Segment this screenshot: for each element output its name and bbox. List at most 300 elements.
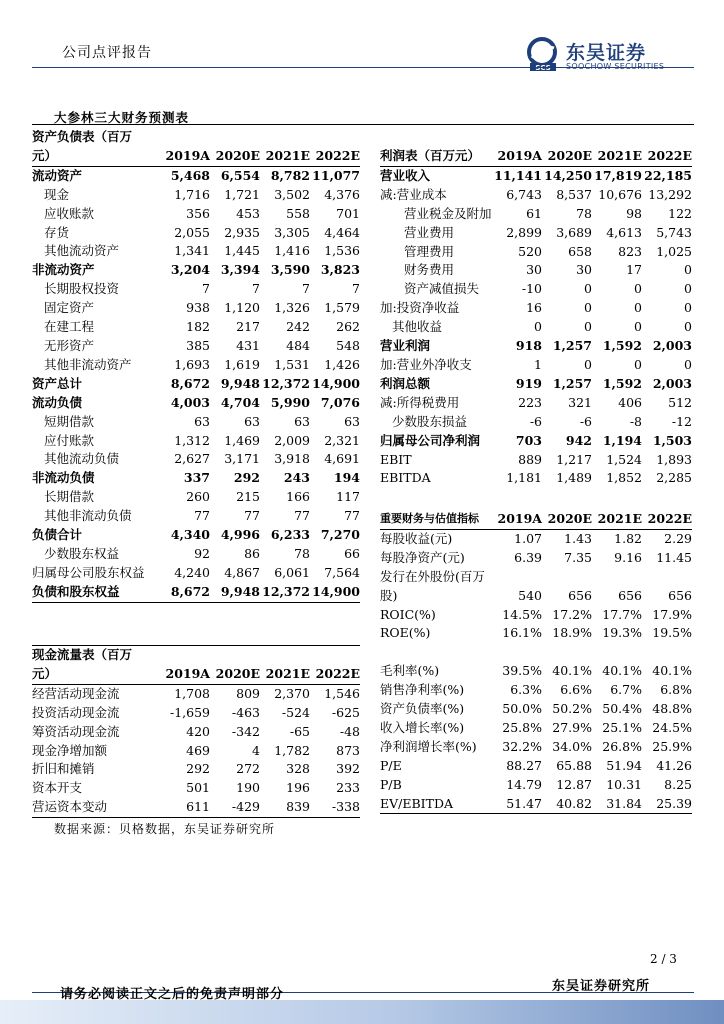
- balance-sheet-cell: 3,171: [224, 451, 260, 467]
- income-statement-row: [380, 261, 692, 280]
- balance-sheet-caption: 资产负债表（百万: [32, 129, 133, 144]
- cash-flow-cell: 420: [186, 723, 210, 739]
- balance-sheet-cell: 701: [336, 205, 360, 221]
- key-ratios-cell: 40.1%: [602, 663, 642, 679]
- income-statement-cell: 919: [515, 375, 542, 391]
- income-statement-cell: 1,257: [552, 338, 592, 354]
- balance-sheet-cell: 4,340: [170, 527, 210, 543]
- balance-sheet-cell: 1,341: [174, 243, 210, 259]
- balance-sheet-cell: 8,782: [270, 167, 310, 183]
- balance-sheet-cell: 1,445: [224, 243, 260, 259]
- key-ratios-cell: 31.84: [592, 795, 642, 814]
- cash-flow-cell: -463: [231, 704, 260, 720]
- balance-sheet-cell: 431: [236, 337, 260, 353]
- key-ratios-row: [380, 549, 692, 568]
- cash-flow-header-row: [32, 665, 360, 684]
- key-ratios-cell: 7.35: [564, 549, 592, 565]
- balance-sheet-cell: 7,076: [320, 394, 360, 410]
- balance-sheet-year-header: 2019A: [160, 147, 210, 166]
- balance-sheet-header-row: [32, 147, 360, 166]
- balance-sheet-cell: 63: [344, 413, 360, 429]
- key-ratios-cell: 1.82: [614, 530, 642, 546]
- balance-sheet-cell: 86: [244, 545, 260, 561]
- cash-flow-cell: -524: [281, 704, 310, 720]
- income-statement-row-label: 营业利润: [380, 338, 431, 354]
- balance-sheet-cell: 7: [202, 281, 210, 297]
- cash-flow-year-header: 2022E: [310, 665, 360, 684]
- balance-sheet-row: [32, 205, 360, 224]
- key-ratios-cell: 17.7%: [602, 606, 642, 622]
- balance-sheet-cell: 1,416: [274, 243, 310, 259]
- balance-sheet-cell: 548: [336, 337, 360, 353]
- cash-flow-cell: 392: [336, 761, 360, 777]
- income-statement-row-label: 资产减值损失: [404, 281, 480, 297]
- key-ratios-row-label-cont: 股): [380, 587, 398, 603]
- balance-sheet-cell: 63: [194, 413, 210, 429]
- balance-sheet-cell: 8,672: [160, 583, 210, 602]
- balance-sheet-cell: 66: [344, 545, 360, 561]
- income-statement-cell: -6: [529, 413, 542, 429]
- balance-sheet-cell: 77: [294, 508, 310, 524]
- header-rule: [32, 67, 694, 68]
- cash-flow-cell: -429: [210, 798, 260, 817]
- brand-name-en: SOOCHOW SECURITIES: [566, 62, 665, 71]
- income-statement-cell: 889: [518, 451, 542, 467]
- key-ratios-cell: 27.9%: [552, 719, 592, 735]
- cash-flow-cell: -65: [289, 723, 310, 739]
- cash-flow-cell: 873: [336, 742, 360, 758]
- key-ratios-cell: 25.39: [642, 795, 692, 814]
- income-statement-row: [380, 205, 692, 224]
- income-statement-cell: 2,899: [506, 224, 542, 240]
- cash-flow-caption-row: [32, 646, 360, 665]
- key-ratios-cell: 19.5%: [652, 625, 692, 641]
- cash-flow-cell: -625: [331, 704, 360, 720]
- balance-sheet-row-label: 固定资产: [44, 300, 95, 316]
- balance-sheet-cell: 3,394: [220, 262, 260, 278]
- income-statement-cell: 0: [584, 281, 592, 297]
- key-ratios-cell: 65.88: [556, 757, 592, 773]
- income-statement-cell: 823: [618, 243, 642, 259]
- income-statement-cell: 520: [518, 243, 542, 259]
- income-statement-cell: 22,185: [644, 167, 692, 183]
- income-statement-row: [380, 280, 692, 299]
- income-statement-row: [380, 469, 692, 488]
- balance-sheet-cell: 63: [294, 413, 310, 429]
- balance-sheet-row-label: 非流动负债: [32, 470, 95, 486]
- cash-flow-cell: 4: [252, 742, 260, 758]
- income-statement-cell: 0: [584, 319, 592, 335]
- balance-sheet-row: [32, 488, 360, 507]
- income-statement-year-header: 2020E: [542, 147, 592, 166]
- income-statement-row: [380, 166, 692, 185]
- income-statement-cell: 1,257: [552, 375, 592, 391]
- balance-sheet-cell: 3,502: [274, 186, 310, 202]
- key-ratios-table: [380, 510, 692, 814]
- income-statement-cell: 0: [584, 356, 592, 372]
- balance-sheet-cell: 8,672: [170, 375, 210, 391]
- key-ratios-cell: 9.16: [614, 549, 642, 565]
- footer-institute: 东吴证券研究所: [552, 979, 651, 994]
- income-statement-cell: 0: [684, 319, 692, 335]
- brand-mark-text: SCS: [535, 64, 551, 72]
- balance-sheet-cell: 9,948: [210, 583, 260, 602]
- balance-sheet-cell: 356: [186, 205, 210, 221]
- income-statement-row-label: EBITDA: [380, 470, 431, 486]
- key-ratios-header-row: [380, 510, 692, 529]
- cash-flow-row: [32, 760, 360, 779]
- balance-sheet-row: [32, 545, 360, 564]
- balance-sheet-cell: 4,867: [224, 564, 260, 580]
- page-number: 2 / 3: [650, 952, 677, 966]
- cash-flow-cell: 1,546: [324, 685, 360, 701]
- income-statement-row-label: 财务费用: [404, 262, 455, 278]
- cash-flow-row-label: 营运资本变动: [32, 798, 160, 817]
- title-rule: [32, 124, 694, 125]
- income-statement-cell: 918: [515, 338, 542, 354]
- cash-flow-row: [32, 723, 360, 742]
- income-statement-row-label: EBIT: [380, 451, 412, 467]
- key-ratios-cell: 6.3%: [510, 682, 542, 698]
- income-statement-cell: 78: [576, 205, 592, 221]
- key-ratios-year-header: 2022E: [642, 510, 692, 529]
- balance-sheet-cell: 1,716: [174, 186, 210, 202]
- key-ratios-cell: 32.2%: [502, 738, 542, 754]
- balance-sheet-cell: 14,900: [312, 375, 360, 391]
- balance-sheet-cell: 12,372: [262, 375, 310, 391]
- key-ratios-cell: 656: [668, 587, 692, 603]
- key-ratios-row: [380, 795, 692, 814]
- balance-sheet-cell: 7: [352, 281, 360, 297]
- cash-flow-caption: 现金流量表（百万: [32, 646, 360, 665]
- cash-flow-cell: -1,659: [169, 704, 210, 720]
- income-statement-cell: 942: [565, 432, 592, 448]
- balance-sheet-row-label: 流动负债: [32, 394, 83, 410]
- balance-sheet-cell: 2,627: [174, 451, 210, 467]
- key-ratios-row-label: 销售净利率(%): [380, 682, 465, 698]
- balance-sheet-cell: 3,823: [320, 262, 360, 278]
- balance-sheet-cell: 1,120: [224, 300, 260, 316]
- income-statement-cell: 0: [634, 356, 642, 372]
- income-statement-row-label: 少数股东损益: [392, 413, 468, 429]
- income-statement-cell: 0: [634, 300, 642, 316]
- balance-sheet-cell: 4,003: [170, 394, 210, 410]
- key-ratios-cell: 17.2%: [552, 606, 592, 622]
- key-ratios-cell: 6.6%: [560, 682, 592, 698]
- cash-flow-row-label: 现金净增加额: [32, 742, 108, 758]
- key-ratios-cell: 17.9%: [652, 606, 692, 622]
- key-ratios-cell: 1.43: [564, 530, 592, 546]
- balance-sheet-caption: 元）: [32, 147, 160, 166]
- balance-sheet-row: [32, 299, 360, 318]
- cash-flow-row-label: 投资活动现金流: [32, 704, 120, 720]
- key-ratios-row-label: 毛利率(%): [380, 663, 440, 679]
- key-ratios-cell: 16.1%: [502, 625, 542, 641]
- balance-sheet-row-label: 应付账款: [44, 432, 95, 448]
- balance-sheet-row-label: 其他非流动资产: [44, 356, 132, 372]
- income-statement-cell: 3,689: [556, 224, 592, 240]
- data-source-note: 数据来源：贝格数据，东吴证券研究所: [54, 822, 276, 836]
- key-ratios-row: [380, 529, 692, 548]
- balance-sheet-cell: 337: [183, 470, 210, 486]
- income-statement-cell: 0: [634, 319, 642, 335]
- income-statement-cell: 1,025: [656, 243, 692, 259]
- cash-flow-cell: 1,782: [274, 742, 310, 758]
- cash-flow-row-label: 筹资活动现金流: [32, 723, 120, 739]
- income-statement-cell: 4,613: [606, 224, 642, 240]
- income-statement-cell: 10,676: [598, 186, 642, 202]
- balance-sheet-row: [32, 356, 360, 375]
- balance-sheet-caption-row: [32, 128, 360, 147]
- income-statement-row-label: 其他收益: [392, 319, 443, 335]
- page-title: 大参林三大财务预测表: [54, 110, 190, 125]
- balance-sheet-year-header: 2020E: [210, 147, 260, 166]
- balance-sheet-cell: 260: [186, 489, 210, 505]
- income-statement-year-header: 2022E: [642, 147, 692, 166]
- balance-sheet-row-label: 应收账款: [44, 205, 95, 221]
- income-statement-row-label: 营业收入: [380, 167, 431, 183]
- cash-flow-cell: 1,708: [174, 685, 210, 701]
- income-statement-row-label: 管理费用: [404, 243, 455, 259]
- balance-sheet-cell: 5,468: [170, 167, 210, 183]
- balance-sheet-cell: 4,240: [174, 564, 210, 580]
- key-ratios-cell: 656: [568, 587, 592, 603]
- income-statement-cell: 0: [684, 281, 692, 297]
- cash-flow-cell: 190: [236, 780, 260, 796]
- balance-sheet-cell: 242: [286, 319, 310, 335]
- balance-sheet-cell: 1,619: [224, 356, 260, 372]
- balance-sheet-row-label: 无形资产: [44, 337, 95, 353]
- income-statement-cell: -12: [671, 413, 692, 429]
- balance-sheet-cell: 1,469: [224, 432, 260, 448]
- key-ratios-row: [380, 606, 692, 625]
- income-statement-cell: 2,003: [652, 338, 692, 354]
- balance-sheet-cell: 4,996: [220, 527, 260, 543]
- income-statement-caption: 利润表（百万元）: [380, 147, 492, 166]
- balance-sheet-row: [32, 166, 360, 185]
- balance-sheet-row: [32, 280, 360, 299]
- cash-flow-table: [32, 645, 360, 818]
- balance-sheet-row: [32, 583, 360, 602]
- balance-sheet-cell: 484: [286, 337, 310, 353]
- income-statement-cell: -8: [629, 413, 642, 429]
- balance-sheet-cell: 78: [294, 545, 310, 561]
- cash-flow-cell: 196: [286, 780, 310, 796]
- income-statement-cell: 11,141: [494, 167, 542, 183]
- balance-sheet-row-label: 长期借款: [44, 489, 95, 505]
- balance-sheet-cell: 3,590: [270, 262, 310, 278]
- key-ratios-row-label: 每股净资产(元): [380, 549, 465, 565]
- balance-sheet-cell: 1,426: [324, 356, 360, 372]
- income-statement-row-label: 减:营业成本: [380, 186, 447, 202]
- spacer-row: [380, 643, 692, 662]
- balance-sheet-row: [32, 450, 360, 469]
- income-statement-cell: -6: [579, 413, 592, 429]
- key-ratios-cell: 12.87: [556, 776, 592, 792]
- balance-sheet-cell: 7,564: [324, 564, 360, 580]
- balance-sheet-cell: 1,579: [324, 300, 360, 316]
- income-statement-cell: 14,250: [544, 167, 592, 183]
- balance-sheet-cell: 77: [344, 508, 360, 524]
- balance-sheet-table: [32, 128, 360, 603]
- key-ratios-row-label: ROE(%): [380, 625, 431, 641]
- balance-sheet-cell: 166: [286, 489, 310, 505]
- key-ratios-year-header: 2019A: [492, 510, 542, 529]
- balance-sheet-cell: 2,935: [224, 224, 260, 240]
- key-ratios-row-label: P/B: [380, 776, 402, 792]
- balance-sheet-row: [32, 526, 360, 545]
- income-statement-cell: 0: [684, 300, 692, 316]
- income-statement-row: [380, 375, 692, 394]
- balance-sheet-cell: 215: [236, 489, 260, 505]
- balance-sheet-cell: 6,233: [270, 527, 310, 543]
- income-statement-cell: 0: [584, 300, 592, 316]
- income-statement-year-header: 2019A: [492, 147, 542, 166]
- key-ratios-cell: 50.2%: [552, 701, 592, 717]
- income-statement-row: [380, 337, 692, 356]
- key-ratios-row-label: 每股收益(元): [380, 530, 453, 546]
- balance-sheet-cell: 3,204: [170, 262, 210, 278]
- income-statement-cell: 658: [568, 243, 592, 259]
- key-ratios-cell: 48.8%: [652, 701, 692, 717]
- balance-sheet-row-label: 少数股东权益: [44, 545, 120, 561]
- income-statement-table: [380, 147, 692, 488]
- key-ratios-cell: 656: [618, 587, 642, 603]
- balance-sheet-row-label: 负债合计: [32, 527, 83, 543]
- income-statement-cell: 30: [576, 262, 592, 278]
- key-ratios-row-label: 资产负债率(%): [380, 701, 465, 717]
- cash-flow-cell: 2,370: [274, 685, 310, 701]
- balance-sheet-cell: 182: [186, 319, 210, 335]
- income-statement-row: [380, 432, 692, 451]
- income-statement-cell: 223: [518, 394, 542, 410]
- cash-flow-year-header: 2019A: [160, 665, 210, 684]
- income-statement-cell: 1,592: [602, 375, 642, 391]
- balance-sheet-row-label: 存货: [44, 224, 70, 240]
- balance-sheet-cell: 292: [233, 470, 260, 486]
- key-ratios-cell: 2.29: [664, 530, 692, 546]
- income-statement-row: [380, 356, 692, 375]
- key-ratios-cell: 8.25: [664, 776, 692, 792]
- balance-sheet-cell: 4,376: [324, 186, 360, 202]
- balance-sheet-cell: 1,531: [274, 356, 310, 372]
- key-ratios-row-label: 净利润增长率(%): [380, 738, 477, 754]
- cash-flow-row: [32, 684, 360, 703]
- balance-sheet-row: [32, 507, 360, 526]
- key-ratios-row-label: 收入增长率(%): [380, 719, 465, 735]
- cash-flow-year-header: 2020E: [210, 665, 260, 684]
- income-statement-row: [380, 318, 692, 337]
- income-statement-cell: 2,285: [656, 470, 692, 486]
- cash-flow-row: [32, 779, 360, 798]
- income-statement-cell: 13,292: [648, 186, 692, 202]
- key-ratios-cell: 88.27: [506, 757, 542, 773]
- balance-sheet-row: [32, 394, 360, 413]
- key-ratios-caption: 重要财务与估值指标: [380, 510, 492, 529]
- income-statement-cell: 1,893: [656, 451, 692, 467]
- key-ratios-cell: 1.07: [514, 530, 542, 546]
- income-statement-cell: 16: [526, 300, 542, 316]
- balance-sheet-year-header: 2021E: [260, 147, 310, 166]
- key-ratios-cell: 6.7%: [610, 682, 642, 698]
- cash-flow-cell: 272: [236, 761, 260, 777]
- balance-sheet-cell: 2,055: [174, 224, 210, 240]
- cash-flow-cell: 501: [186, 780, 210, 796]
- income-statement-cell: 8,537: [556, 186, 592, 202]
- cash-flow-cell: -48: [339, 723, 360, 739]
- cash-flow-cell: 233: [336, 780, 360, 796]
- footer-band: [0, 1000, 724, 1024]
- key-ratios-cell: 40.82: [542, 795, 592, 814]
- balance-sheet-cell: 194: [333, 470, 360, 486]
- income-statement-cell: 321: [568, 394, 592, 410]
- income-statement-row: [380, 451, 692, 470]
- balance-sheet-row-label: 短期借款: [44, 413, 95, 429]
- balance-sheet-cell: 5,990: [270, 394, 310, 410]
- cash-flow-cell: 292: [186, 761, 210, 777]
- income-statement-cell: 512: [668, 394, 692, 410]
- income-statement-cell: 30: [526, 262, 542, 278]
- balance-sheet-cell: 3,918: [274, 451, 310, 467]
- balance-sheet-cell: 1,693: [174, 356, 210, 372]
- balance-sheet-row: [32, 261, 360, 280]
- income-statement-header-row: [380, 147, 692, 166]
- income-statement-cell: 2,003: [652, 375, 692, 391]
- balance-sheet-cell: 558: [286, 205, 310, 221]
- key-ratios-cell: 6.8%: [660, 682, 692, 698]
- balance-sheet-cell: 7: [252, 281, 260, 297]
- balance-sheet-row: [32, 337, 360, 356]
- key-ratios-cell: 540: [518, 587, 542, 603]
- key-ratios-cell: 40.1%: [652, 663, 692, 679]
- balance-sheet-cell: 6,061: [274, 564, 310, 580]
- income-statement-row-label: 利润总额: [380, 375, 431, 391]
- balance-sheet-cell: 1,536: [324, 243, 360, 259]
- key-ratios-cell: 39.5%: [502, 663, 542, 679]
- key-ratios-row: [380, 776, 692, 795]
- income-statement-cell: 6,743: [506, 186, 542, 202]
- key-ratios-row: [380, 624, 692, 643]
- balance-sheet-cell: 77: [244, 508, 260, 524]
- key-ratios-row: [380, 681, 692, 700]
- income-statement-row: [380, 186, 692, 205]
- key-ratios-cell: 14.5%: [502, 606, 542, 622]
- balance-sheet-cell: 2,321: [324, 432, 360, 448]
- income-statement-row: [380, 394, 692, 413]
- brand-name-cn: 东吴证券: [566, 42, 647, 64]
- income-statement-cell: 122: [668, 205, 692, 221]
- balance-sheet-row-label: 负债和股东权益: [32, 583, 160, 602]
- cash-flow-cell: -342: [231, 723, 260, 739]
- balance-sheet-cell: 1,721: [224, 186, 260, 202]
- balance-sheet-cell: 12,372: [260, 583, 310, 602]
- balance-sheet-cell: 11,077: [312, 167, 360, 183]
- balance-sheet-row-label: 归属母公司股东权益: [32, 564, 145, 580]
- key-ratios-cell: 40.1%: [552, 663, 592, 679]
- income-statement-cell: 17: [626, 262, 642, 278]
- balance-sheet-cell: 938: [186, 300, 210, 316]
- key-ratios-row-label: 发行在外股份(百万: [380, 568, 485, 584]
- income-statement-cell: 98: [626, 205, 642, 221]
- cash-flow-cell: -338: [310, 798, 360, 817]
- balance-sheet-row: [32, 186, 360, 205]
- key-ratios-cell: 25.8%: [502, 719, 542, 735]
- balance-sheet-cell: 1,312: [174, 432, 210, 448]
- balance-sheet-row: [32, 432, 360, 451]
- key-ratios-row: [380, 662, 692, 681]
- footer-disclaimer: 请务必阅读正文之后的免责声明部分: [60, 987, 285, 1002]
- balance-sheet-row-label: 现金: [44, 186, 70, 202]
